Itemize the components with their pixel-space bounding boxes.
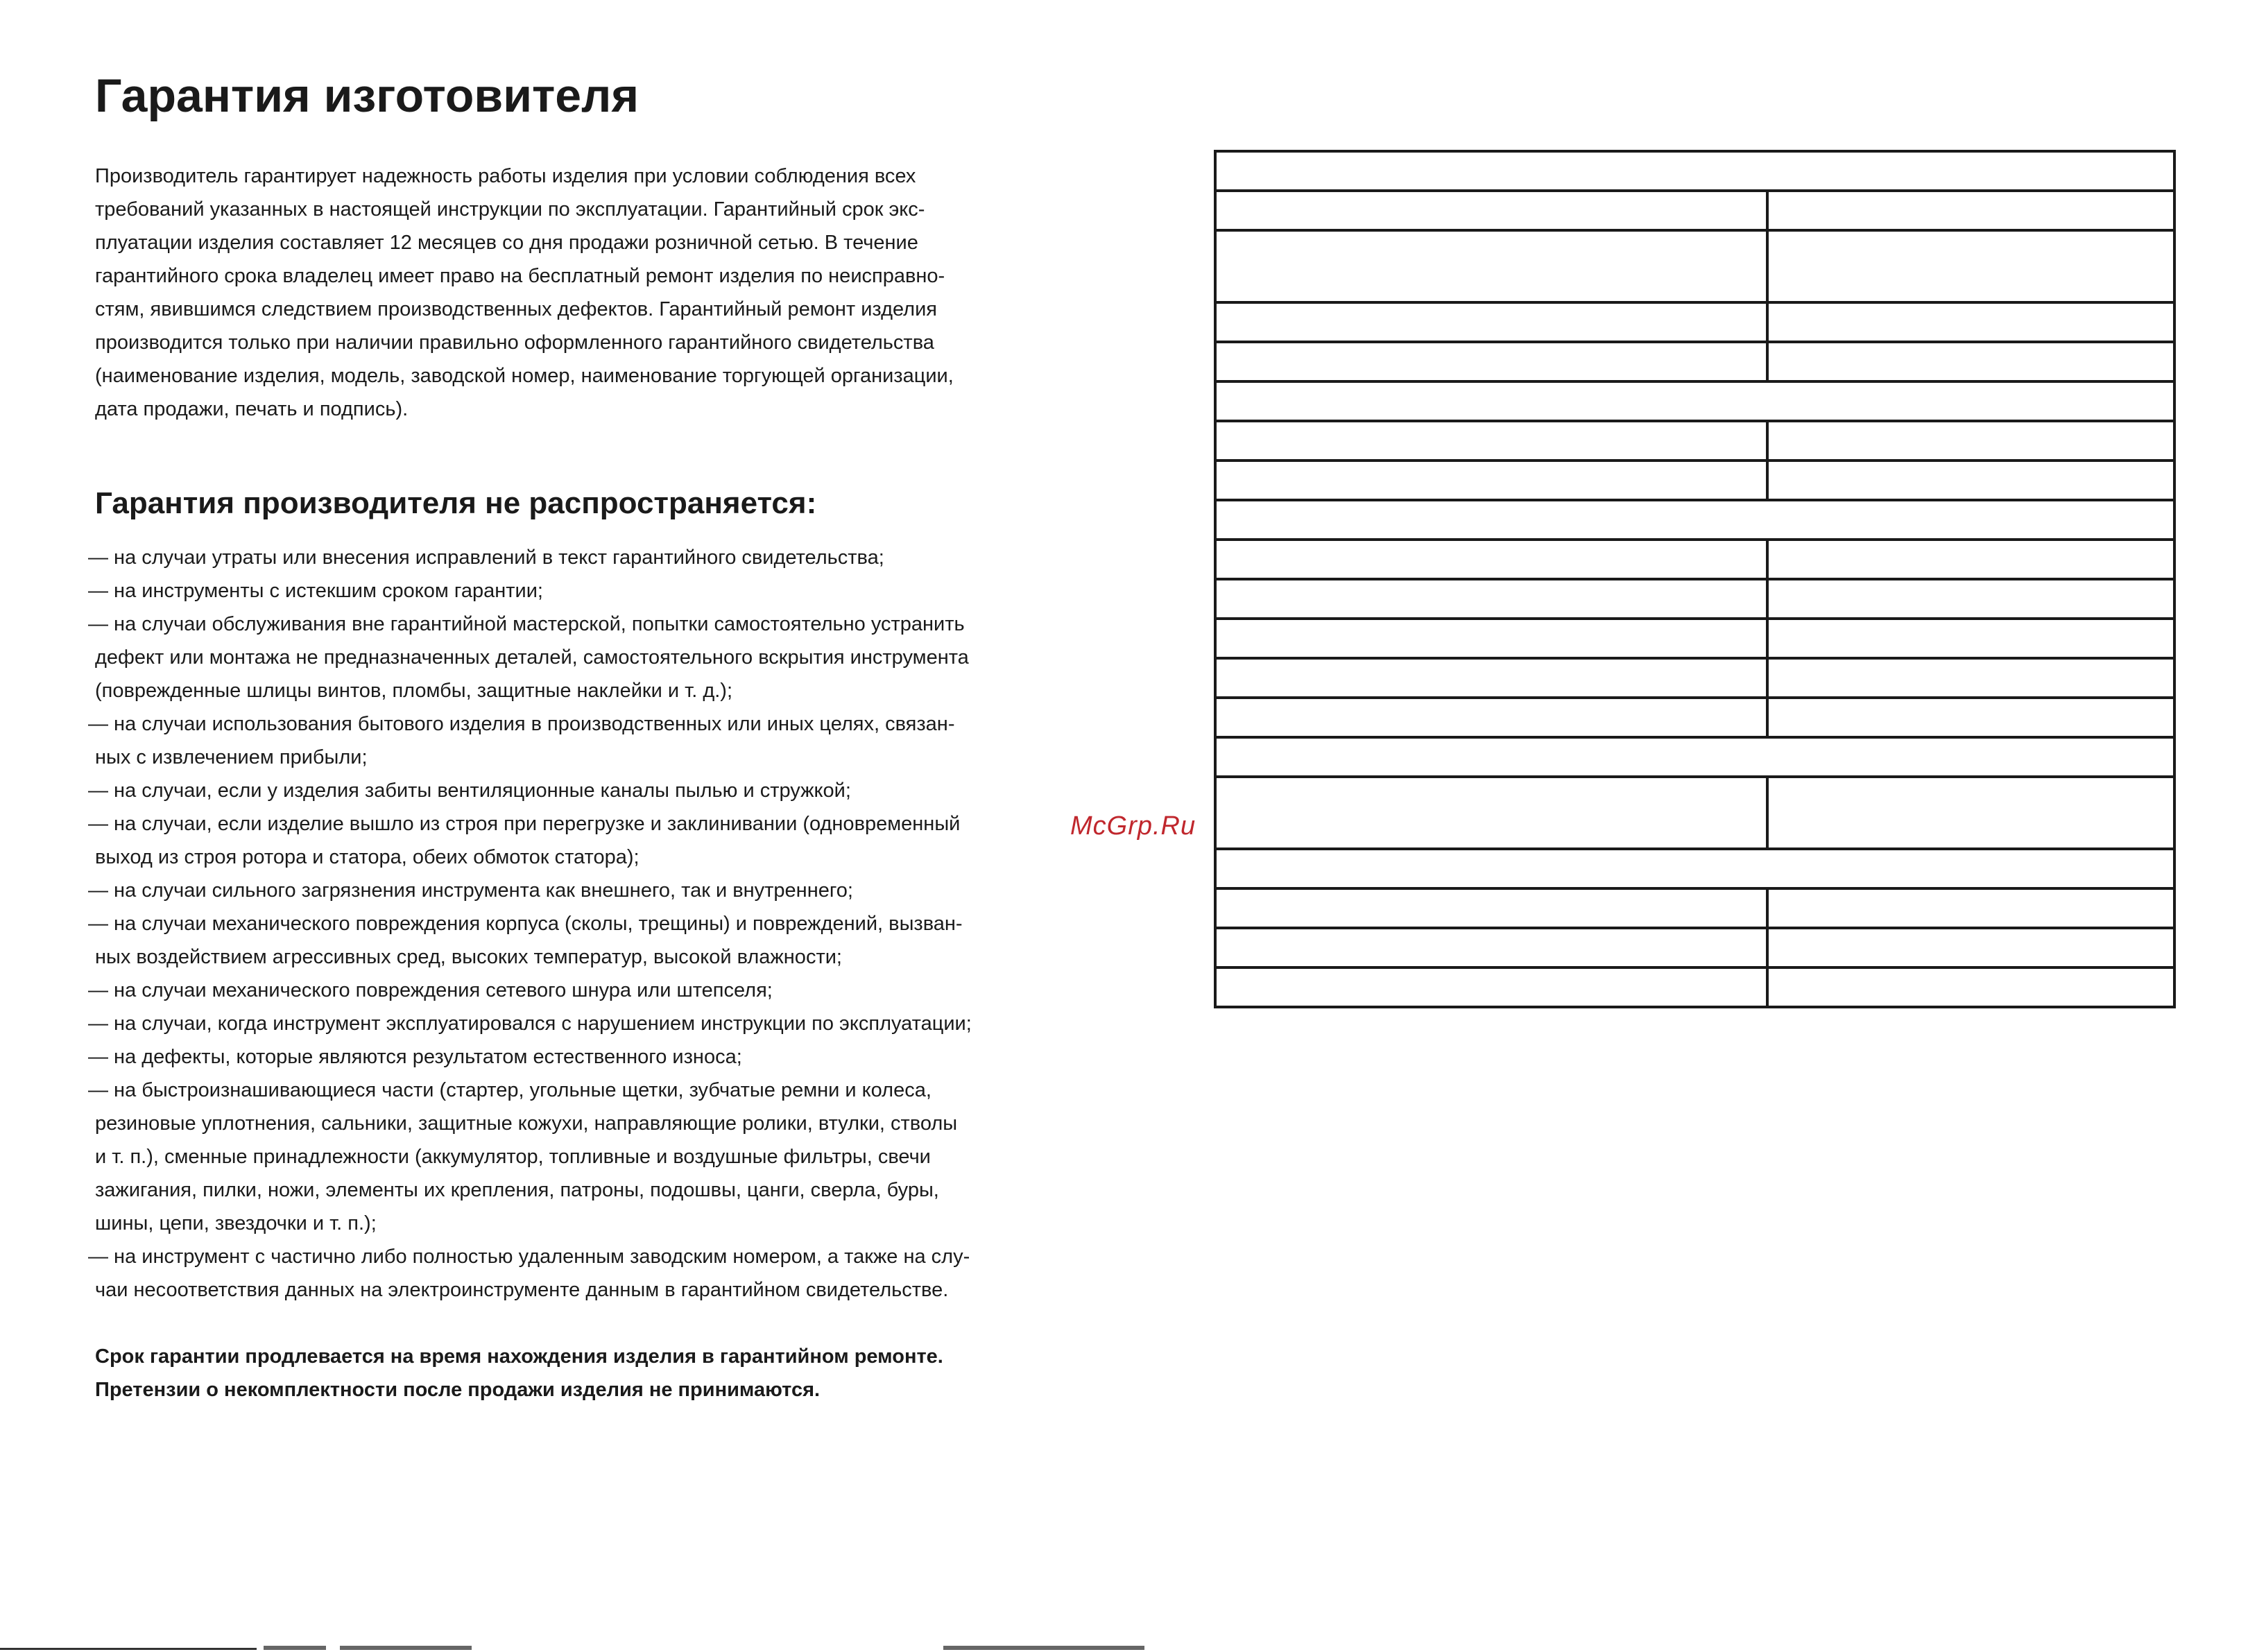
intro-line: плуатации изделия составляет 12 месяцев со дня продажи розничной сетью. В течение (95, 232, 918, 254)
table-cell (1215, 421, 1767, 461)
intro-line: дата продажи, печать и подпись). (95, 398, 409, 420)
table-cell (1767, 579, 2174, 619)
table-cell (1767, 619, 2174, 658)
table-row (1215, 619, 2174, 658)
scan-artifact (943, 1646, 1144, 1650)
exclusion-line: — на случаи механического повреждения сетевого шнура или штепселя; (88, 979, 773, 1001)
table-cell (1215, 658, 1767, 698)
exclusion-line: резиновые уплотнения, сальники, защитные кожухи, направляющие ролики, втулки, стволы (95, 1112, 958, 1135)
table-row (1215, 302, 2174, 342)
exclusion-line: и т. п.), сменные принадлежности (аккумулятор, топливные и воздушные фильтры, свечи (95, 1146, 931, 1168)
intro-line: Производитель гарантирует надежность работы изделия при условии соблюдения всех (95, 165, 916, 187)
table-cell (1767, 928, 2174, 967)
table-cell (1767, 888, 2174, 928)
table-cell (1215, 698, 1767, 737)
table-cell (1215, 302, 1767, 342)
warranty-note (95, 1340, 943, 1406)
table-row (1215, 928, 2174, 967)
bottom-divider (0, 1648, 257, 1650)
note-line: Претензии о некомплектности после продажи изделия не принимаются. (95, 1379, 821, 1401)
table-cell (1215, 342, 1767, 381)
exclusion-line: — на случаи, если изделие вышло из строя при перегрузке и заклинивании (одновременный (88, 813, 961, 835)
table-row (1215, 579, 2174, 619)
intro-line: требований указанных в настоящей инструкции по эксплуатации. Гарантийный срок экс- (95, 198, 925, 221)
table-row (1215, 191, 2174, 230)
exclusion-line: (поврежденные шлицы винтов, пломбы, защитные наклейки и т. д.); (95, 680, 733, 702)
table-cell (1215, 777, 1767, 849)
table-cell (1767, 461, 2174, 500)
watermark: McGrp.Ru (1070, 811, 1196, 841)
exclusion-line: — на случаи механического повреждения корпуса (сколы, трещины) и повреждений, вызван- (88, 913, 963, 935)
table-row (1215, 461, 2174, 500)
table-cell (1767, 421, 2174, 461)
table-cell (1215, 540, 1767, 579)
page-title: Гарантия изготовителя (95, 69, 639, 122)
table-cell (1215, 191, 1767, 230)
exclusion-line: — на инструменты с истекшим сроком гарантии; (88, 580, 543, 602)
table-cell (1215, 619, 1767, 658)
table-row-full (1215, 737, 2174, 777)
exclusions-heading: Гарантия производителя не распространяется: (95, 486, 817, 520)
table-cell (1215, 381, 2174, 421)
table-row (1215, 967, 2174, 1007)
exclusions-list (88, 541, 1087, 1307)
exclusion-line: — на случаи сильного загрязнения инструмента как внешнего, так и внутреннего; (88, 879, 853, 902)
table-cell (1215, 849, 2174, 888)
exclusion-line: — на случаи обслуживания вне гарантийной мастерской, попытки самостоятельно устранить (88, 613, 965, 635)
intro-paragraph (95, 160, 1066, 426)
table-cell (1767, 191, 2174, 230)
exclusion-line: выход из строя ротора и статора, обеих обмоток статора); (95, 846, 640, 868)
exclusion-line: — на быстроизнашивающиеся части (стартер, угольные щетки, зубчатые ремни и колеса, (88, 1079, 932, 1101)
table-row-full (1215, 151, 2174, 191)
exclusion-line: — на случаи, если у изделия забиты вентиляционные каналы пылью и стружкой; (88, 780, 851, 802)
table-cell (1215, 230, 1767, 302)
table-cell (1767, 540, 2174, 579)
exclusion-line: ных с извлечением прибыли; (95, 746, 368, 768)
table-row (1215, 540, 2174, 579)
table-row-full (1215, 381, 2174, 421)
table-row (1215, 658, 2174, 698)
table-cell (1215, 928, 1767, 967)
table-row (1215, 888, 2174, 928)
intro-line: гарантийного срока владелец имеет право на бесплатный ремонт изделия по неисправно- (95, 265, 945, 287)
intro-line: (наименование изделия, модель, заводской номер, наименование торгующей организации, (95, 365, 954, 387)
exclusion-line: чаи несоответствия данных на электроинструменте данным в гарантийном свидетельстве. (95, 1279, 949, 1301)
exclusion-line: — на случаи, когда инструмент эксплуатировался с нарушением инструкции по эксплуатации; (88, 1013, 972, 1035)
table-cell (1767, 230, 2174, 302)
table-cell (1767, 698, 2174, 737)
scan-artifact (340, 1646, 472, 1650)
table-cell (1767, 777, 2174, 849)
scan-artifact (264, 1646, 326, 1650)
intro-line: производится только при наличии правильно оформленного гарантийного свидетельства (95, 332, 934, 354)
table-cell (1215, 737, 2174, 777)
table-cell (1767, 342, 2174, 381)
table-row-tall (1215, 777, 2174, 849)
exclusion-line: — на случаи использования бытового изделия в производственных или иных целях, связан- (88, 713, 955, 735)
table-row (1215, 698, 2174, 737)
table-cell (1767, 658, 2174, 698)
note-line: Срок гарантии продлевается на время нахождения изделия в гарантийном ремонте. (95, 1345, 943, 1368)
exclusion-line: — на дефекты, которые являются результатом естественного износа; (88, 1046, 742, 1068)
intro-line: стям, явившимся следствием производственных дефектов. Гарантийный ремонт изделия (95, 298, 938, 320)
table-row-full (1215, 500, 2174, 540)
table-cell (1215, 967, 1767, 1007)
exclusion-line: шины, цепи, звездочки и т. п.); (95, 1212, 377, 1234)
table-row-tall (1215, 230, 2174, 302)
table-cell (1767, 302, 2174, 342)
table-row-full (1215, 849, 2174, 888)
table-row (1215, 342, 2174, 381)
exclusion-line: дефект или монтажа не предназначенных деталей, самостоятельного вскрытия инструмента (95, 646, 969, 669)
table-row (1215, 421, 2174, 461)
exclusion-line: зажигания, пилки, ножи, элементы их крепления, патроны, подошвы, цанги, сверла, буры, (95, 1179, 939, 1201)
table-cell (1215, 888, 1767, 928)
exclusion-line: ных воздействием агрессивных сред, высоких температур, высокой влажности; (95, 946, 842, 968)
table-cell (1215, 579, 1767, 619)
table-cell (1767, 967, 2174, 1007)
table-cell (1215, 151, 2174, 191)
warranty-card-table (1214, 150, 2176, 1008)
table-cell (1215, 461, 1767, 500)
exclusion-line: — на инструмент с частично либо полностью удаленным заводским номером, а также на слу- (88, 1246, 970, 1268)
table-cell (1215, 500, 2174, 540)
exclusion-line: — на случаи утраты или внесения исправлений в текст гарантийного свидетельства; (88, 547, 884, 569)
